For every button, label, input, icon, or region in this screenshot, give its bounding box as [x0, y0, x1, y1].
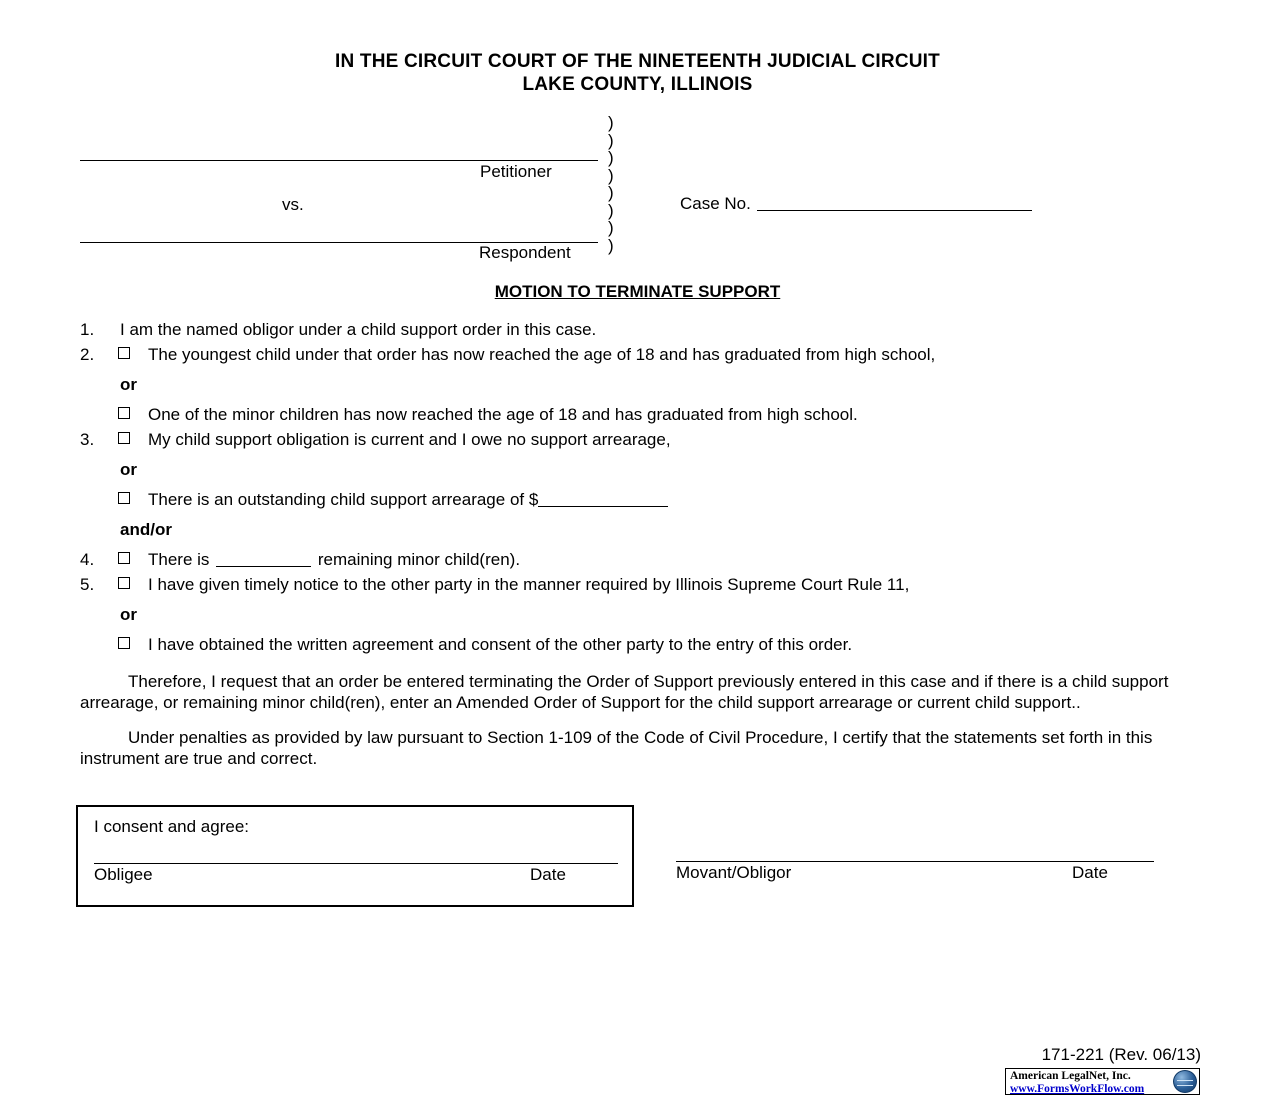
item-5 [80, 573, 1195, 597]
consent-box [76, 805, 634, 907]
arrearage-amount-blank[interactable] [538, 492, 668, 507]
obligee-date-label: Date [530, 865, 566, 884]
versus-label: vs. [282, 195, 304, 214]
checkbox-item-2a[interactable] [118, 347, 130, 359]
item-3-number: 3. [80, 430, 95, 449]
item-4-text-after: remaining minor child(ren). [313, 550, 521, 569]
item-5b-text: I have obtained the written agreement and consent of the other party to the entry of this order. [148, 635, 853, 654]
case-number-field[interactable] [680, 194, 1032, 214]
item-1-number: 1. [80, 320, 95, 339]
vendor-url[interactable]: www.FormsWorkFlow.com [1010, 1082, 1145, 1095]
item-2-number: 2. [80, 345, 95, 364]
item-3b-text-wrap [80, 488, 1195, 512]
item-5-text: I have given timely notice to the other party in the manner required by Illinois Supreme Court Rule 11, [148, 575, 910, 594]
obligee-signature-line[interactable] [94, 863, 618, 864]
checkbox-item-3a[interactable] [118, 432, 130, 444]
connector-andor: and/or [120, 520, 172, 539]
obligee-label: Obligee [94, 865, 153, 884]
checkbox-item-5b[interactable] [118, 637, 130, 649]
checkbox-item-3b[interactable] [118, 492, 130, 504]
checkbox-item-4[interactable] [118, 552, 130, 564]
item-1-text: I am the named obligor under a child support order in this case. [120, 320, 597, 339]
children-count-blank[interactable] [216, 552, 311, 567]
vendor-name: American LegalNet, Inc. [1010, 1070, 1131, 1082]
respondent-label: Respondent [479, 243, 571, 262]
item-2b [80, 403, 1195, 427]
paragraph-certification [0, 727, 1275, 769]
paren: ) [608, 183, 614, 202]
paren: ) [608, 130, 614, 150]
item-3 [80, 428, 1195, 452]
movant-label: Movant/Obligor [676, 863, 792, 882]
paren: ) [608, 235, 614, 255]
petitioner-name-line[interactable] [80, 160, 598, 161]
item-2b-text: One of the minor children has now reached the age of 18 and has graduated from high school. [148, 405, 858, 424]
petitioner-label: Petitioner [480, 162, 552, 181]
globe-icon [1173, 1070, 1197, 1093]
paren: ) [608, 148, 614, 167]
caption-paren-column [608, 114, 622, 254]
court-header [0, 0, 1275, 96]
paren: ) [608, 200, 614, 220]
connector-or-3: or [120, 605, 137, 624]
form-number: 171-221 (Rev. 06/13) [1041, 1045, 1201, 1064]
connector-or-1: or [120, 375, 137, 394]
item-2-text: The youngest child under that order has now reached the age of 18 and has graduated from high school, [148, 345, 936, 364]
case-caption [0, 113, 1275, 262]
item-2 [80, 343, 1195, 367]
paragraph-certification-text: Under penalties as provided by law pursuant to Section 1-109 of the Code of Civil Procedure, I certify that the statements set forth in this instrument are true and correct. [80, 728, 1153, 768]
item-1 [80, 318, 1195, 342]
item-4-number: 4. [80, 550, 95, 569]
court-header-line1: IN THE CIRCUIT COURT OF THE NINETEENTH JUDICIAL CIRCUIT [335, 51, 940, 72]
consent-title: I consent and agree: [94, 817, 250, 836]
item-3-text: My child support obligation is current and I owe no support arrearage, [148, 430, 671, 449]
court-header-line2: LAKE COUNTY, ILLINOIS [522, 74, 753, 95]
signature-area [0, 805, 1275, 915]
movant-signature-line[interactable] [676, 861, 1154, 862]
movant-date-label: Date [1072, 863, 1108, 882]
paragraph-request-text: Therefore, I request that an order be entered terminating the Order of Support previously entered in this case and if there is a child support arrearage, or remaining minor child(ren), enter an Amended Order of Support for the child support arrearage or current child support.. [80, 672, 1169, 712]
item-4-text-wrap [80, 548, 1195, 572]
page-title: MOTION TO TERMINATE SUPPORT [494, 282, 781, 301]
paragraph-request [0, 671, 1275, 713]
document-body [0, 318, 1275, 657]
item-5-number: 5. [80, 575, 95, 594]
paren: ) [608, 218, 614, 237]
checkbox-item-5a[interactable] [118, 577, 130, 589]
checkbox-item-2b[interactable] [118, 407, 130, 419]
item-3b-text: There is an outstanding child support arrearage of $ [148, 490, 539, 509]
connector-or-2: or [120, 460, 137, 479]
item-3b [80, 488, 1195, 512]
case-number-label: Case No. [680, 194, 751, 213]
case-number-blank[interactable] [757, 196, 1032, 211]
paren: ) [608, 113, 614, 132]
item-4 [80, 548, 1195, 572]
item-4-text-before: There is [148, 550, 215, 569]
vendor-text [1010, 1070, 1144, 1095]
vendor-badge[interactable] [1005, 1068, 1200, 1095]
item-5b [80, 633, 1195, 657]
paren: ) [608, 165, 614, 185]
